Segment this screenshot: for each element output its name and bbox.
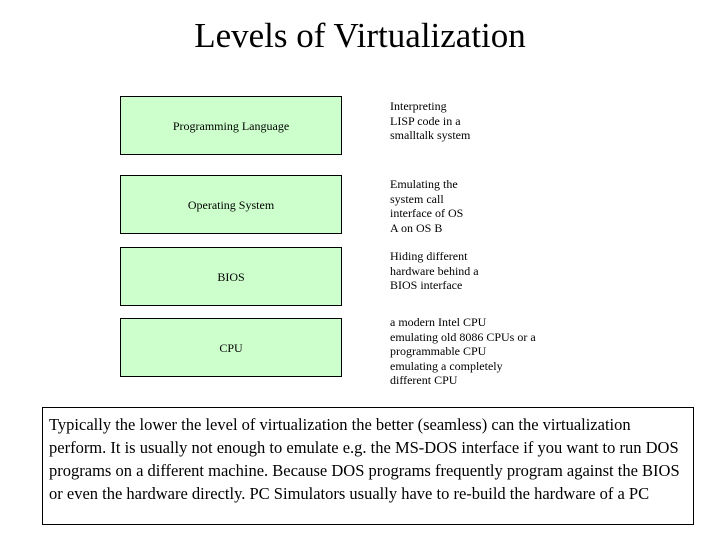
level-box-operating-system — [120, 175, 342, 234]
level-description-operating-system: Emulating the system call interface of OS A on OS B — [390, 177, 464, 235]
level-box-bios — [120, 247, 342, 306]
level-label: Operating System — [187, 197, 275, 212]
level-description-bios: Hiding different hardware behind a BIOS interface — [390, 249, 479, 292]
level-box-programming-language — [120, 96, 342, 155]
level-label: Programming Language — [172, 118, 290, 133]
slide-title: Levels of Virtualization — [194, 16, 526, 55]
summary-textbox: Typically the lower the level of virtualization the better (seamless) can the virtualization perform. It is usually not enough to emulate e.g. the MS-DOS interface if you want to run DOS programs on a different machine. Because DOS programs frequently program against the BIOS or even the hardware directly. PC Simulators usually have to re-build the hardware of a PC — [42, 407, 694, 525]
level-description-cpu: a modern Intel CPU emulating old 8086 CPUs or a programmable CPU emulating a completely different CPU — [390, 315, 536, 387]
level-description-programming-language: Interpreting LISP code in a smalltalk system — [390, 99, 471, 142]
level-label: CPU — [219, 340, 243, 355]
level-label: BIOS — [217, 269, 245, 284]
level-box-cpu — [120, 318, 342, 377]
